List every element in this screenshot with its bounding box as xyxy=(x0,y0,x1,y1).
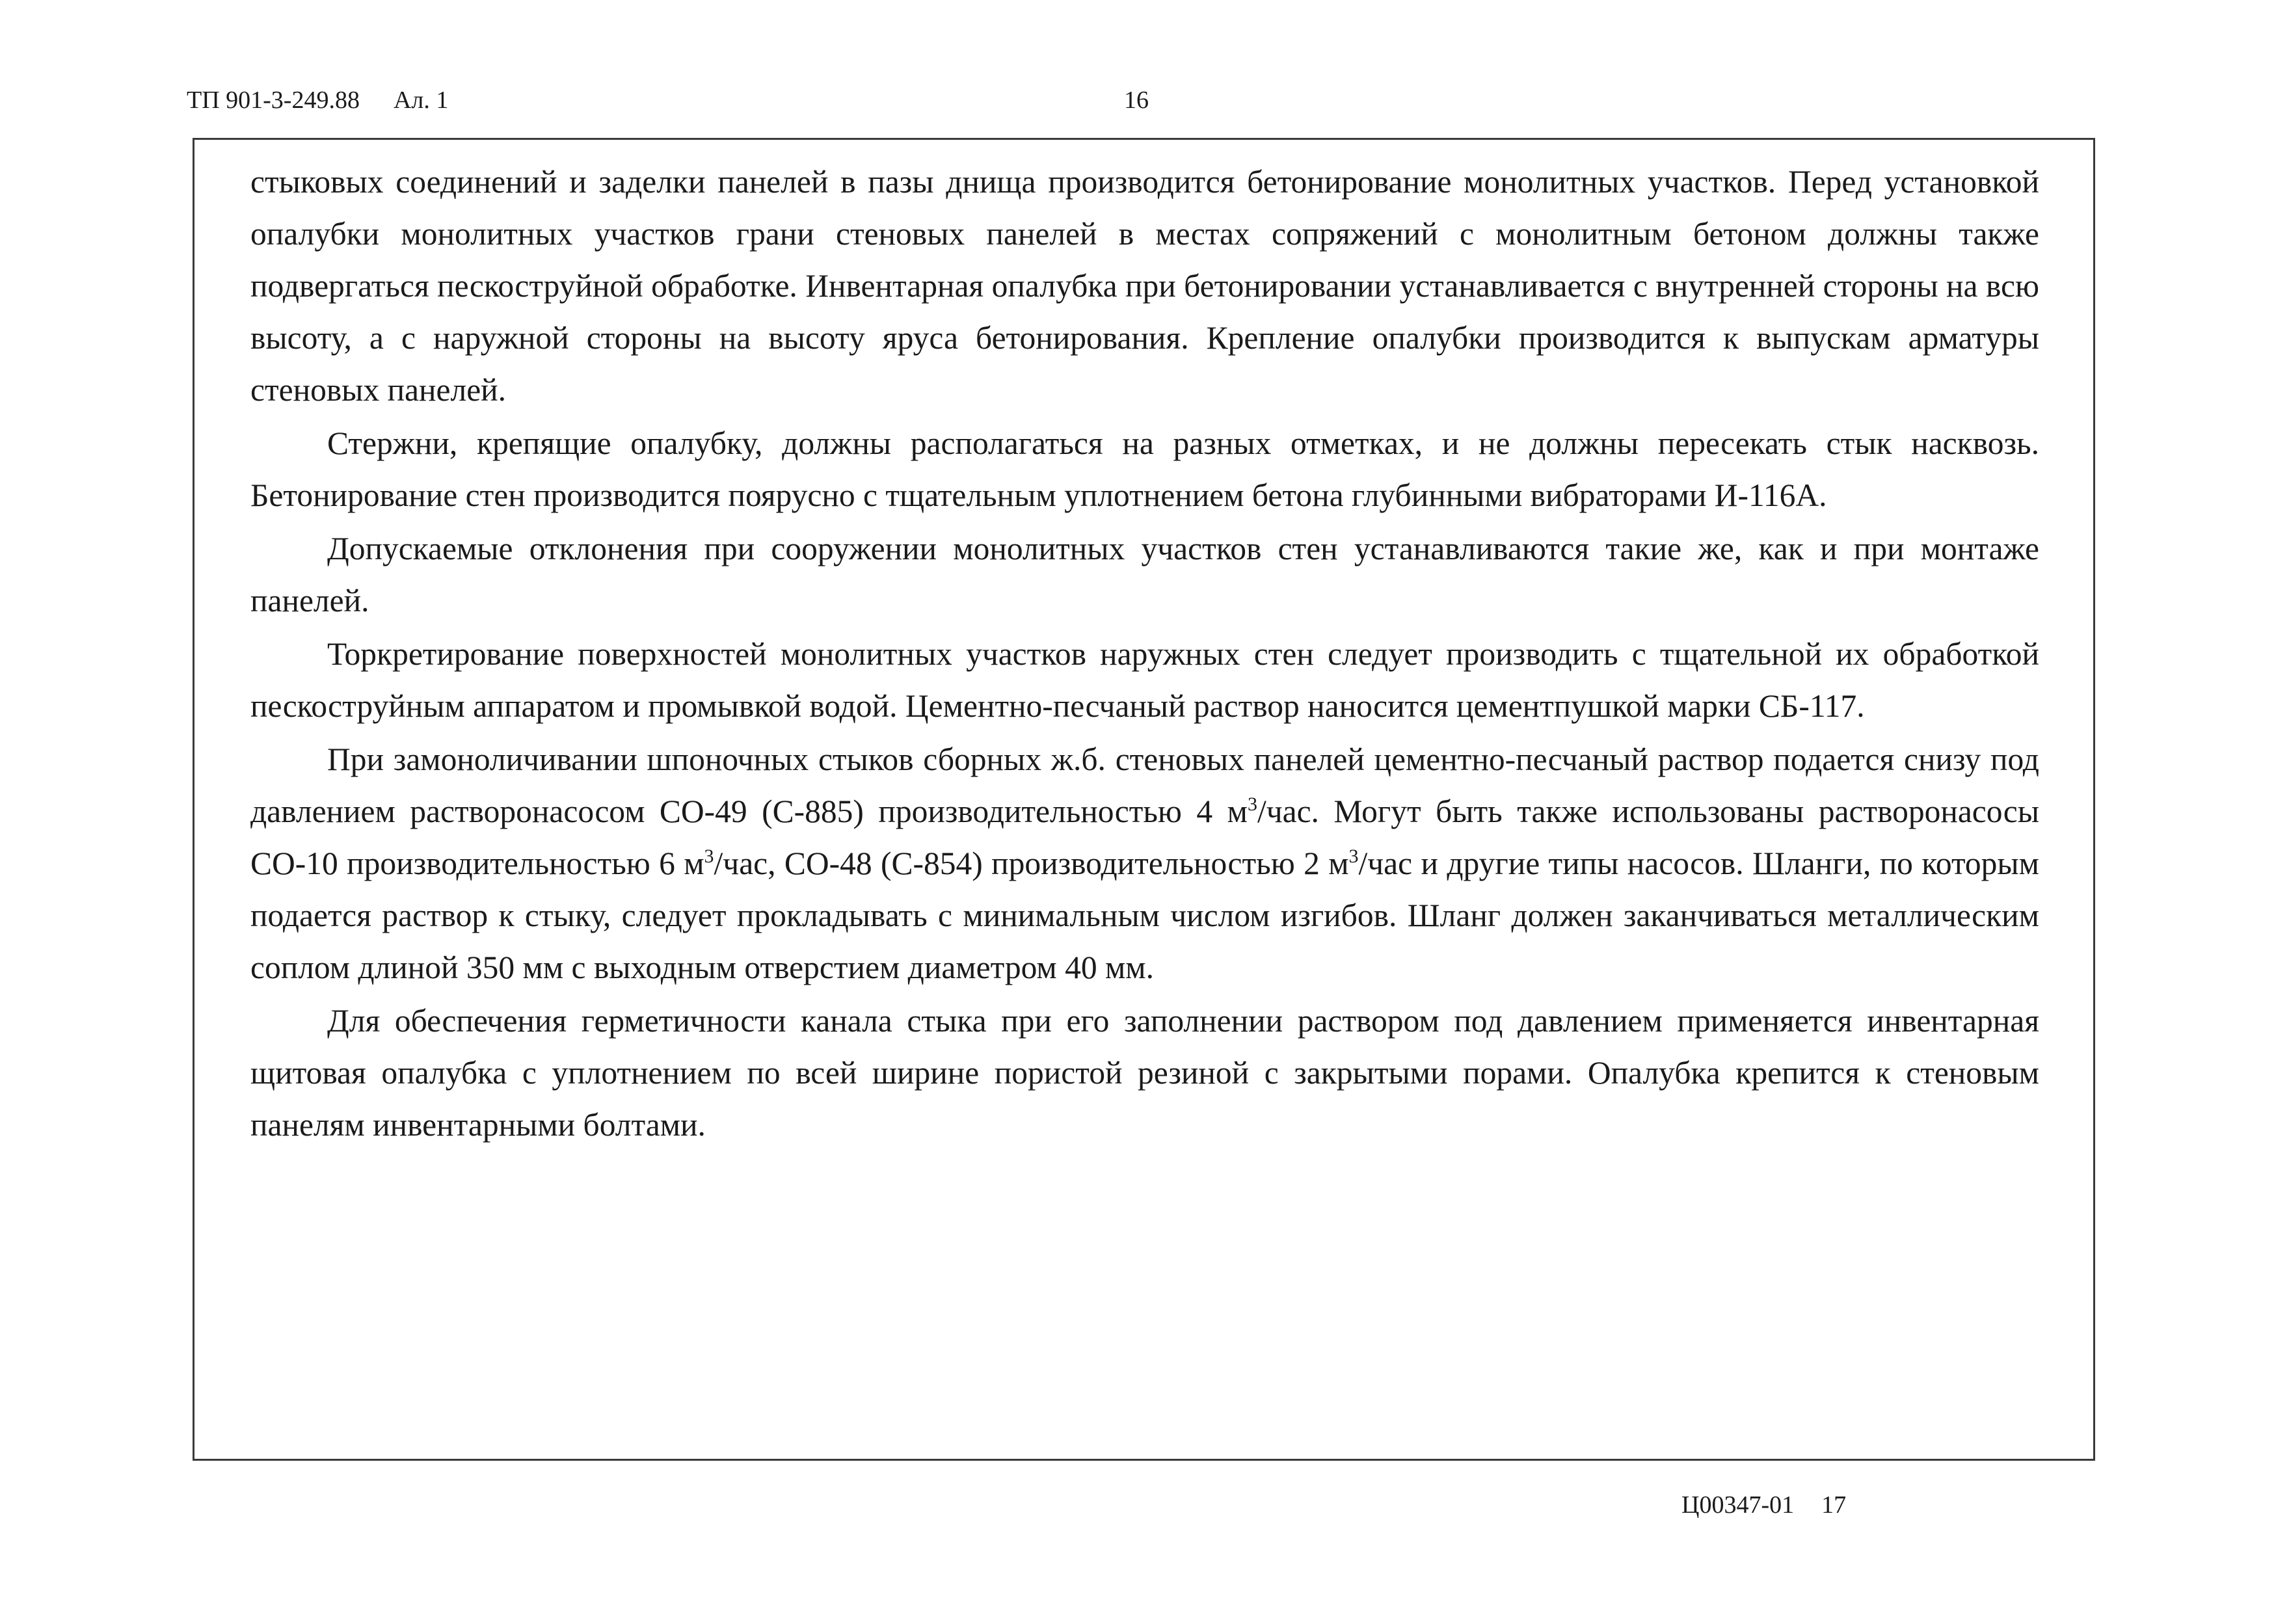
page-number: 16 xyxy=(1124,87,1149,114)
paragraph-5-part-c: /час, СО-48 (С-854) производительностью 2 м xyxy=(714,845,1349,881)
paragraph-5-part-a: При замоноличивании шпоночных стыков сборных ж.б. стеновых панелей цементно-песчаный раствор подается снизу под давлением растворонасосом СО-49 (С-885) производительностью 4 м xyxy=(250,741,2039,829)
superscript-cubed: 3 xyxy=(1348,845,1359,867)
footer-code: Ц00347-01 xyxy=(1681,1491,1795,1519)
paragraph-5-part-d: /час и другие типы насосов. Шланги, по которым подается раствор к стыку, следует прокладывать с минимальным числом изгибов. Шланг должен заканчиваться металлическим соплом длиной 350 мм с выходным отверстием диаметром 40 мм. xyxy=(250,845,2040,985)
paragraph-6: Для обеспечения герметичности канала стыка при его заполнении раствором под давлением применяется инвентарная щитовая опалубка с уплотнением по всей ширине пористой резиной с закрытыми порами. Опалубка крепится к стеновым панелям инвентарными болтами. xyxy=(250,1003,2039,1143)
body-text xyxy=(250,156,2039,1151)
paragraph-2: Стержни, крепящие опалубку, должны располагаться на разных отметках, и не должны пересекать стык насквозь. Бетонирование стен производится поярусно с тщательным уплотнением бетона глубинными вибраторами И-116А. xyxy=(250,425,2039,513)
document-code: ТП 901-3-249.88 xyxy=(187,87,360,114)
footer-sheet-number: 17 xyxy=(1821,1491,1847,1519)
paragraph-1: стыковых соединений и заделки панелей в пазы днища производится бетонирование монолитных участков. Перед установкой опалубки монолитных участков грани стеновых панелей в местах сопряжений с монолитным бетоном должны также подвергаться пескоструйной обработке. Инвентарная опалубка при бетонировании устанавливается с внутренней стороны на всю высоту, а с наружной стороны на высоту яруса бетонирования. Крепление опалубки производится к выпускам арматуры стеновых панелей. xyxy=(250,164,2039,408)
paragraph-5-part-b: /час. Могут быть также использованы растворонасосы СО-10 производительностью 6 м xyxy=(250,793,2039,881)
paragraph-3: Допускаемые отклонения при сооружении монолитных участков стен устанавливаются такие же, как и при монтаже панелей. xyxy=(250,531,2039,619)
album-number: Ал. 1 xyxy=(393,87,449,114)
paragraph-4: Торкретирование поверхностей монолитных участков наружных стен следует производить с тщательной их обработкой пескоструйным аппаратом и промывкой водой. Цементно-песчаный раствор наносится цементпушкой марки СБ-117. xyxy=(250,636,2039,724)
page-header xyxy=(187,86,448,114)
superscript-cubed: 3 xyxy=(704,845,714,867)
superscript-cubed: 3 xyxy=(1247,793,1257,815)
page-footer xyxy=(1681,1491,1846,1519)
paragraph-5 xyxy=(250,734,2039,994)
